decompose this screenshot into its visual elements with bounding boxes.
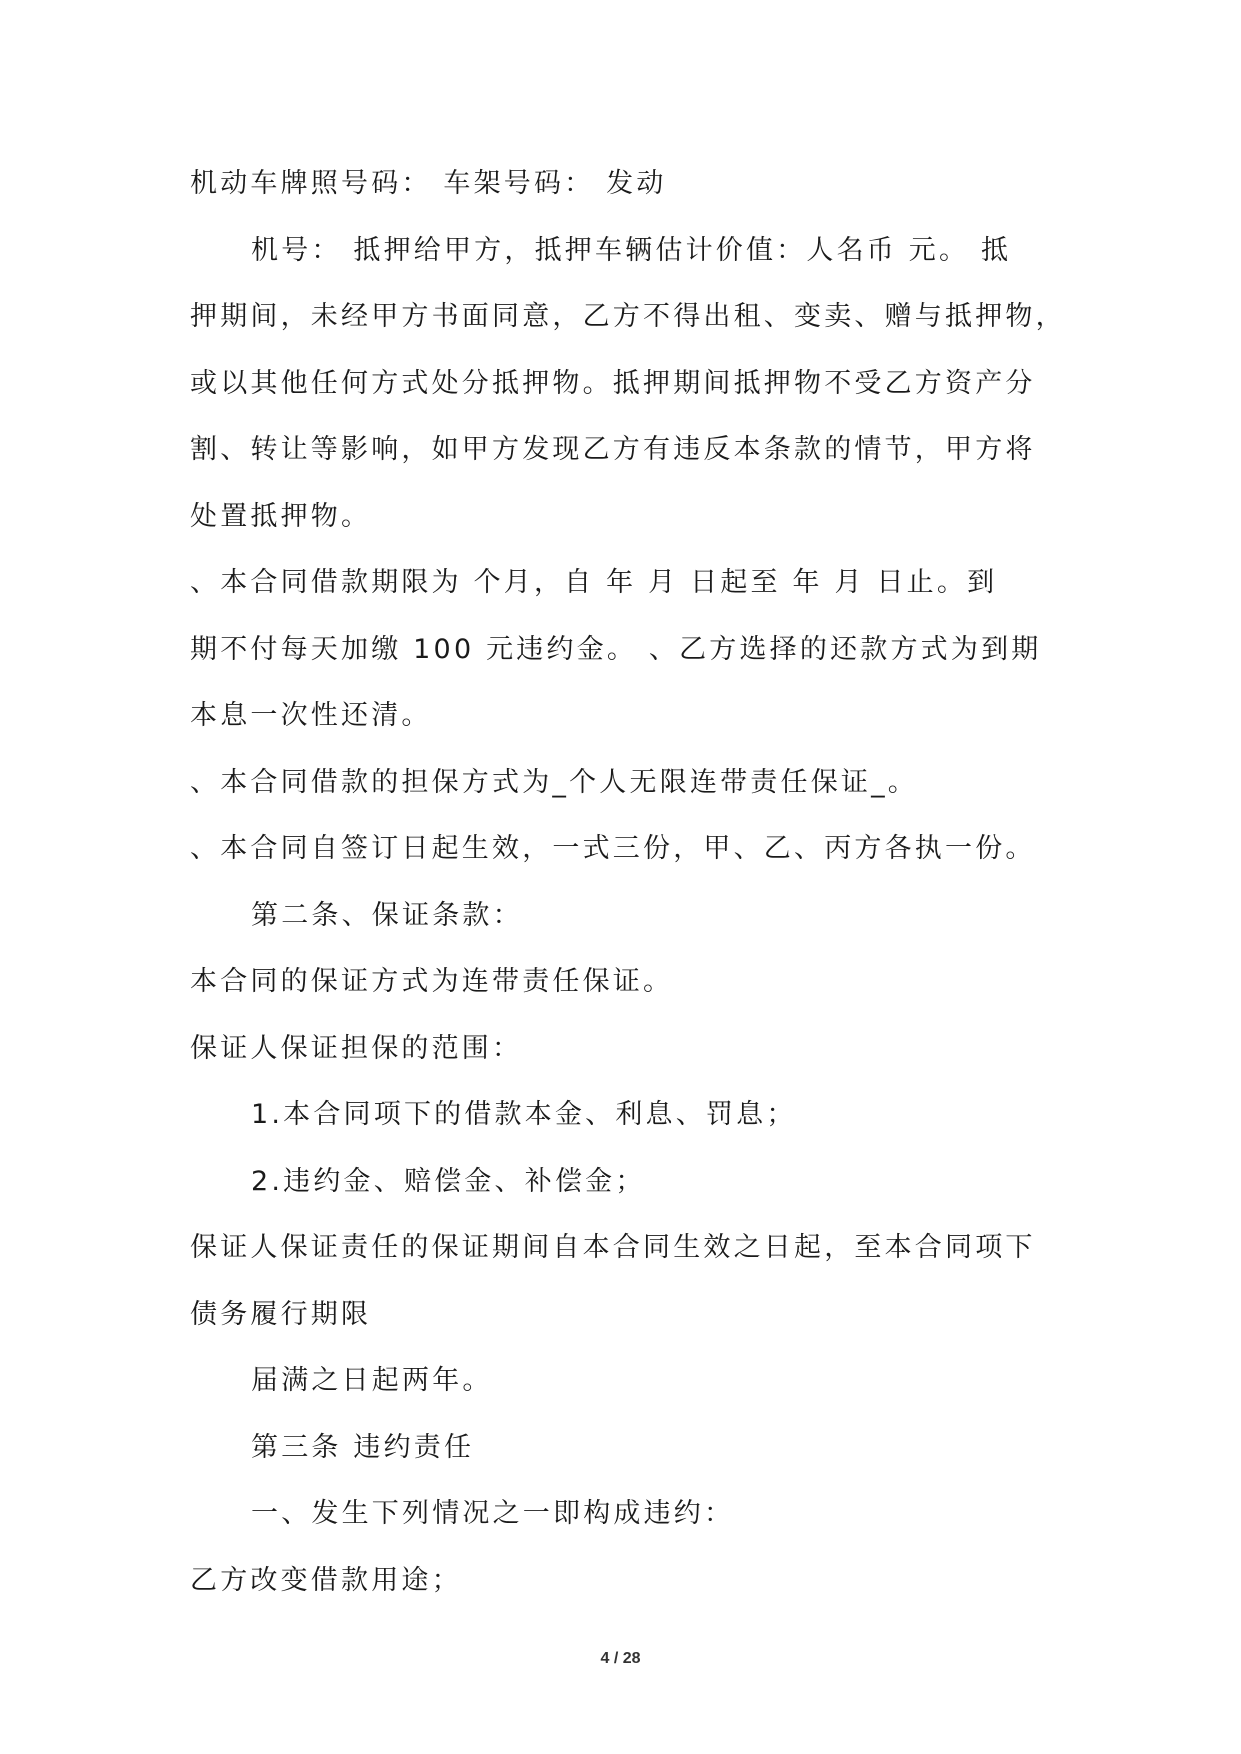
section-heading: 第二条、保证条款： xyxy=(251,899,523,931)
page-number: 4 / 28 xyxy=(600,1650,641,1667)
text-line: 、本合同借款的担保方式为_个人无限连带责任保证_。 xyxy=(190,766,918,798)
text-line: 本息一次性还清。 xyxy=(190,700,432,731)
text-line: 期不付每天加缴 100 元违约金。 、乙方选择的还款方式为到期 xyxy=(190,633,1042,665)
text-line: 债务履行期限 xyxy=(190,1298,372,1330)
text-line: 届满之日起两年。 xyxy=(251,1365,493,1396)
text-line: 一、发生下列情况之一即构成违约： xyxy=(251,1498,735,1529)
list-item: 1.本合同项下的借款本金、利息、罚息； xyxy=(251,1099,797,1130)
document-body xyxy=(190,162,1070,1625)
text-line: 机动车牌照号码： 车架号码： 发动 xyxy=(190,168,667,199)
text-line: 乙方改变借款用途； xyxy=(190,1564,462,1596)
section-heading: 第三条 违约责任 xyxy=(251,1431,475,1463)
text-line: 保证人保证担保的范围： xyxy=(190,1032,523,1064)
text-line: 机号： 抵押给甲方，抵押车辆估计价值：人名币 元。 抵 xyxy=(251,234,1012,266)
text-line: 割、转让等影响，如甲方发现乙方有违反本条款的情节，甲方将 xyxy=(190,434,1036,465)
text-line: 处置抵押物。 xyxy=(190,500,372,532)
text-line: 保证人保证责任的保证期间自本合同生效之日起，至本合同项下 xyxy=(190,1232,1036,1263)
text-line: 押期间，未经甲方书面同意，乙方不得出租、变卖、赠与抵押物， xyxy=(190,301,1066,332)
list-item: 2.违约金、赔偿金、补偿金； xyxy=(251,1165,646,1197)
text-line: 本合同的保证方式为连带责任保证。 xyxy=(190,966,674,997)
text-line: 或以其他任何方式处分抵押物。抵押期间抵押物不受乙方资产分 xyxy=(190,367,1036,399)
text-line: 、本合同自签订日起生效，一式三份，甲、乙、丙方各执一份。 xyxy=(190,833,1036,864)
text-line: 、本合同借款期限为 个月，自 年 月 日起至 年 月 日止。到 xyxy=(190,567,998,598)
